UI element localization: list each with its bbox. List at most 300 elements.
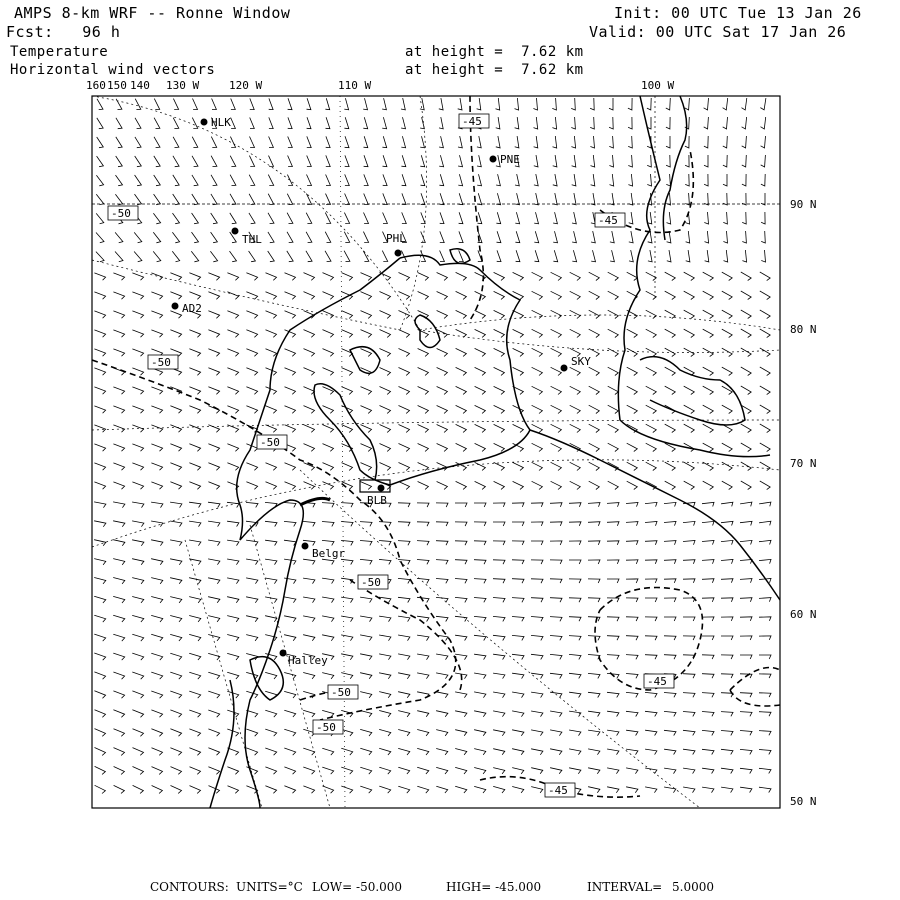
wind-barb <box>417 748 429 755</box>
wind-barb <box>531 522 543 526</box>
wind-barb <box>173 156 179 167</box>
wind-barb <box>173 137 179 148</box>
wind-barb <box>189 672 200 679</box>
wind-barb <box>456 291 467 299</box>
wind-barb <box>170 653 181 660</box>
wind-barb <box>380 311 391 319</box>
wind-barb <box>266 292 277 300</box>
wind-barb <box>458 155 462 167</box>
wind-barb <box>664 655 676 660</box>
lat-label-80n: 80 N <box>790 323 817 336</box>
wind-barb <box>533 98 537 110</box>
wind-barb <box>345 174 350 185</box>
wind-barb <box>265 540 277 545</box>
wind-barb <box>323 349 334 357</box>
wind-barb <box>569 749 581 755</box>
wind-barb <box>94 559 106 565</box>
wind-barb <box>364 194 369 205</box>
wind-barb <box>95 766 106 774</box>
wind-barb <box>94 540 106 546</box>
wind-barb <box>360 654 372 660</box>
wind-barb <box>589 367 600 375</box>
wind-barb <box>496 98 500 110</box>
wind-barb <box>250 98 254 109</box>
wind-barb <box>227 406 238 414</box>
wind-barb <box>325 251 331 262</box>
wind-barb <box>742 136 747 148</box>
wind-barb <box>132 463 143 470</box>
wind-barb <box>363 117 367 129</box>
wind-barb <box>285 311 296 319</box>
wind-barb <box>246 672 258 679</box>
wind-barb <box>268 194 274 205</box>
wind-barb <box>132 387 143 394</box>
wind-barb <box>436 503 448 507</box>
wind-barb <box>552 98 556 110</box>
wind-barb <box>515 231 519 242</box>
wind-barb <box>303 710 315 717</box>
wind-barb <box>417 541 429 546</box>
wind-barb <box>151 463 162 470</box>
wind-barb <box>531 673 543 678</box>
wind-barb <box>189 748 200 756</box>
wind-barb <box>532 386 543 394</box>
wind-barb <box>550 522 562 526</box>
wind-barb <box>493 692 505 698</box>
wind-barb <box>151 672 162 679</box>
wind-barb <box>513 424 524 432</box>
wind-barb <box>437 273 448 281</box>
footer-units: UNITS=°C <box>236 880 303 894</box>
wind-barb <box>269 117 273 128</box>
wind-barb <box>570 481 581 489</box>
wind-barb <box>246 767 257 774</box>
wind-barb <box>591 174 595 186</box>
wind-barb <box>417 711 429 717</box>
wind-barb <box>189 729 200 736</box>
wind-barb <box>474 503 486 507</box>
wind-barb <box>170 482 181 489</box>
wind-barb <box>303 597 315 603</box>
wind-barb <box>703 443 714 451</box>
wind-barb <box>170 710 181 717</box>
wind-barb <box>266 425 277 433</box>
wind-barb <box>645 522 657 526</box>
wind-barb <box>189 653 201 660</box>
wind-barb <box>323 406 334 414</box>
wind-barb <box>306 232 312 243</box>
wind-barb <box>591 231 595 243</box>
wind-barb <box>417 654 429 660</box>
wind-barb <box>361 311 372 319</box>
wind-barb <box>493 749 505 755</box>
wind-barb <box>609 136 613 148</box>
wind-barb <box>132 597 144 603</box>
wind-barb <box>646 386 657 394</box>
wind-barb <box>626 541 638 545</box>
wind-barb <box>173 118 179 129</box>
wind-barb <box>383 155 387 166</box>
wind-barb <box>307 136 311 147</box>
wind-barb <box>360 522 372 527</box>
wind-barb <box>588 560 600 564</box>
wind-barb <box>399 368 410 376</box>
wind-barb <box>189 616 201 622</box>
wind-barb <box>95 748 106 756</box>
wind-barb <box>135 194 142 205</box>
wind-barb <box>496 117 500 129</box>
wind-barb <box>760 386 770 395</box>
wind-barb <box>94 387 105 394</box>
wind-barb <box>134 252 142 262</box>
wind-barb <box>323 463 334 471</box>
wind-barb <box>531 787 543 793</box>
wind-barb <box>341 786 352 793</box>
wind-barb <box>759 636 771 640</box>
wind-barb <box>569 673 581 678</box>
wind-barb <box>227 463 238 471</box>
wind-barb <box>172 232 179 243</box>
wind-barb <box>588 503 600 507</box>
svg-text:-50: -50 <box>111 207 131 220</box>
wind-barb <box>702 617 714 621</box>
wind-barb <box>589 272 600 280</box>
wind-barb <box>455 730 467 736</box>
svg-text:-45: -45 <box>598 214 618 227</box>
wind-barb <box>455 597 467 602</box>
wind-barb <box>360 673 372 679</box>
wind-barb <box>551 367 562 375</box>
wind-barb <box>192 118 197 129</box>
svg-text:-50: -50 <box>331 686 351 699</box>
wind-barb <box>364 136 368 147</box>
wind-barb <box>151 330 162 337</box>
wind-barb <box>683 712 695 717</box>
lon-label-140: 140 <box>130 79 150 92</box>
wind-barb <box>684 386 695 394</box>
wind-barb <box>627 386 638 394</box>
wind-barb <box>703 386 714 394</box>
wind-barb <box>475 405 486 413</box>
wind-barb <box>342 273 353 281</box>
wind-barb <box>132 444 143 451</box>
wind-barb <box>666 98 671 110</box>
wind-barb <box>475 329 486 337</box>
wind-barb <box>550 654 562 659</box>
wind-barb <box>760 424 770 433</box>
wind-barb <box>741 329 751 338</box>
wind-barb <box>246 482 257 490</box>
wind-barb <box>193 99 198 110</box>
wind-barb <box>628 117 632 129</box>
wind-barb <box>304 444 315 452</box>
wind-barb <box>571 136 575 148</box>
wind-barb <box>512 768 524 774</box>
wind-barb <box>759 731 771 736</box>
wind-barb <box>532 291 543 299</box>
wind-barb <box>741 310 751 319</box>
lat-label-60n: 60 N <box>790 608 817 621</box>
wind-barb <box>307 175 312 186</box>
wind-barb <box>494 348 505 356</box>
wind-barb <box>515 98 519 110</box>
wind-barb <box>494 443 505 451</box>
wind-barb <box>94 653 105 660</box>
wind-barb <box>246 292 257 300</box>
wind-barb <box>474 579 486 584</box>
wind-barb <box>664 636 676 640</box>
wind-barb <box>265 672 277 679</box>
wind-barb <box>702 560 714 564</box>
wind-barb <box>455 541 467 545</box>
wind-barb <box>399 311 410 319</box>
wind-barb <box>437 444 448 452</box>
wind-barb <box>265 786 276 794</box>
wind-barb <box>151 559 163 565</box>
svg-text:HLK: HLK <box>211 116 231 129</box>
wind-barb <box>721 560 733 564</box>
wind-barb <box>515 136 519 148</box>
wind-barb <box>477 174 481 186</box>
wind-barb <box>722 367 732 375</box>
chart-title: AMPS 8-km WRF -- Ronne Window <box>14 4 291 22</box>
wind-barb <box>436 730 448 736</box>
wind-barb <box>626 598 638 602</box>
wind-barb <box>154 156 160 167</box>
wind-barb <box>285 406 296 414</box>
wind-barb <box>686 250 690 262</box>
wind-barb <box>94 444 105 451</box>
wind-barb <box>532 348 543 356</box>
wind-barb <box>740 655 752 659</box>
wind-barb <box>322 635 334 641</box>
wind-barb <box>550 503 562 507</box>
wind-barb <box>268 251 275 262</box>
wind-barb <box>170 559 182 565</box>
wind-barb <box>589 310 600 318</box>
wind-barb <box>494 310 505 318</box>
wind-barb <box>553 250 557 262</box>
wind-barb <box>287 194 292 205</box>
footer-high: HIGH= -45.000 <box>446 880 542 894</box>
wind-barb <box>170 463 181 470</box>
wind-barb <box>759 502 771 506</box>
wind-barb <box>418 368 429 376</box>
wind-barb <box>344 251 350 262</box>
wind-barb <box>497 250 501 261</box>
wind-barb <box>550 636 562 641</box>
wind-barb <box>722 291 732 299</box>
wind-barb <box>401 155 405 166</box>
wind-barb <box>664 560 676 564</box>
wind-barb <box>588 541 600 545</box>
wind-barb <box>304 273 315 281</box>
wind-barb <box>189 578 201 584</box>
wind-barb <box>475 424 486 432</box>
wind-barb <box>512 711 524 717</box>
wind-barb <box>721 674 733 678</box>
wind-barb <box>170 273 181 280</box>
wind-barb <box>94 311 105 318</box>
wind-barb <box>114 748 125 756</box>
wind-barb <box>436 522 448 526</box>
wind-barb <box>265 767 276 774</box>
wind-barb <box>759 540 771 544</box>
wind-barb <box>360 767 371 774</box>
wind-barb <box>208 311 219 319</box>
wind-barb <box>341 654 353 660</box>
wind-barb <box>455 786 467 793</box>
wind-barb <box>474 654 486 659</box>
wind-barb <box>494 329 505 337</box>
wind-barb <box>760 291 770 300</box>
wind-barb <box>702 674 714 679</box>
wind-barb <box>211 137 216 148</box>
wind-barb <box>208 482 219 490</box>
wind-barb <box>227 578 239 584</box>
wind-barb <box>345 194 350 205</box>
wind-barb <box>627 272 638 280</box>
wind-barb <box>569 654 581 659</box>
wind-barb <box>380 406 391 414</box>
wind-barb <box>97 137 104 148</box>
wind-barb <box>532 481 543 489</box>
wind-barb <box>322 673 334 679</box>
wind-barb <box>570 367 581 375</box>
wind-barb <box>383 174 387 185</box>
wind-barb <box>534 212 538 224</box>
wind-barb <box>151 615 163 622</box>
wind-barb <box>569 711 581 717</box>
wind-barb <box>493 522 505 526</box>
wind-barb <box>570 405 581 413</box>
wind-barb <box>170 616 182 622</box>
wind-barb <box>417 767 429 774</box>
wind-barb <box>420 155 424 167</box>
wind-barb <box>477 136 481 148</box>
wind-barb <box>645 711 657 716</box>
wind-barb <box>227 349 238 357</box>
wind-barb <box>132 615 144 622</box>
wind-barb <box>702 693 714 698</box>
wind-barb <box>512 598 524 603</box>
wind-barb <box>569 522 581 526</box>
wind-barb <box>379 692 391 698</box>
wind-barb <box>703 329 714 337</box>
wind-barb <box>759 559 771 563</box>
wind-barb <box>154 194 161 205</box>
wind-barb <box>531 711 543 717</box>
wind-barb <box>741 272 751 281</box>
wind-barb <box>208 578 220 584</box>
wind-barb <box>172 251 179 261</box>
wind-barb <box>740 749 752 754</box>
wind-barb <box>230 194 236 205</box>
wind-barb <box>531 503 543 507</box>
wind-barb <box>494 481 505 489</box>
wind-barb <box>189 634 201 641</box>
wind-barb <box>683 787 695 793</box>
wind-barb <box>513 272 524 280</box>
wind-barb <box>285 425 296 433</box>
wind-barb <box>742 155 747 167</box>
wind-barb <box>249 175 255 186</box>
wind-barb <box>761 117 766 129</box>
wind-barb <box>760 462 770 471</box>
wind-barb <box>134 232 142 242</box>
wind-barb <box>379 654 391 660</box>
wind-barb <box>493 635 505 640</box>
wind-barb <box>227 521 239 526</box>
wind-barb <box>437 368 448 376</box>
wind-barb <box>608 481 619 489</box>
graticule <box>92 96 780 808</box>
wind-barb <box>265 597 277 603</box>
wind-barb <box>246 406 257 414</box>
wind-barb <box>306 251 312 262</box>
wind-barb <box>493 654 505 659</box>
wind-barb <box>228 786 239 794</box>
wind-barb <box>531 654 543 659</box>
wind-barb <box>759 693 771 697</box>
wind-barb <box>113 311 124 318</box>
wind-barb <box>531 692 543 698</box>
contour-label <box>108 206 138 220</box>
contour-label <box>257 435 287 449</box>
wind-barb <box>398 654 410 660</box>
wind-barb <box>246 330 257 338</box>
wind-barb <box>702 655 714 659</box>
wind-barb <box>189 387 200 395</box>
wind-barb <box>741 386 751 395</box>
wind-barb <box>512 673 524 678</box>
wind-barb <box>113 653 124 660</box>
wind-barb <box>535 250 539 261</box>
wind-barb <box>190 767 201 775</box>
wind-barb <box>382 98 386 110</box>
wind-barb <box>170 578 182 584</box>
wind-barb <box>208 653 220 660</box>
wind-barb <box>569 503 581 507</box>
wind-barb <box>588 522 600 526</box>
wind-barb <box>322 748 333 755</box>
wind-barb <box>113 691 124 698</box>
wind-barb <box>456 405 467 413</box>
wind-barb <box>380 349 391 357</box>
wind-barb <box>647 155 651 167</box>
wind-barb <box>569 730 581 736</box>
wind-barb <box>170 597 182 603</box>
wind-barb <box>361 406 372 414</box>
wind-barb <box>170 729 181 736</box>
wind-barb <box>417 503 429 507</box>
wind-barb <box>113 387 124 394</box>
svg-text:THL: THL <box>242 233 262 246</box>
wind-barb <box>741 367 751 376</box>
wind-barb <box>227 767 238 775</box>
wind-barb <box>246 502 258 507</box>
wind-barb <box>284 673 296 679</box>
wind-barb <box>360 559 372 564</box>
wind-barb <box>664 617 676 621</box>
wind-barb <box>741 424 751 433</box>
wind-barb <box>702 598 714 602</box>
wind-barb <box>116 118 122 129</box>
wind-barb <box>572 212 576 224</box>
wind-barb <box>512 654 524 659</box>
wind-barb <box>304 406 315 414</box>
wind-barb <box>401 98 405 110</box>
